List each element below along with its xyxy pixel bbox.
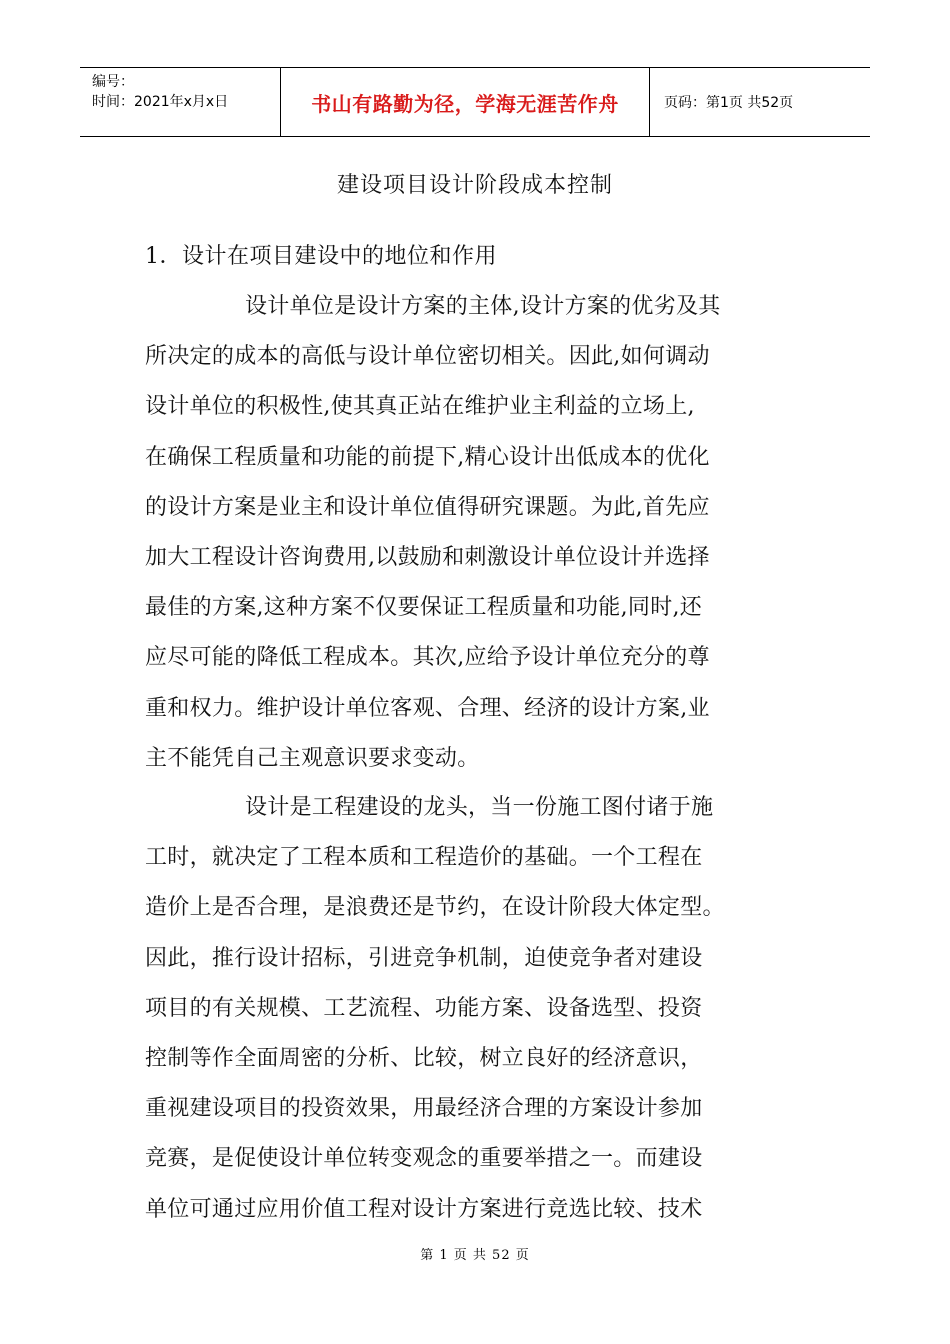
section-heading: 1．设计在项目建设中的地位和作用 [145,244,497,269]
paragraph-1 [145,282,800,784]
paragraph-line: 单位可通过应用价值工程对设计方案进行竞选比较、技术 [145,1196,703,1222]
header-motto: 书山有路勤为径，学海无涯苦作舟 [280,68,650,136]
paragraph-line: 主不能凭自己主观意识要求变动。 [145,745,480,771]
paragraph-line: 因此，推行设计招标，引进竞争机制，迫使竞争者对建设 [145,945,703,971]
paragraph-line: 重视建设项目的投资效果，用最经济合理的方案设计参加 [145,1096,703,1122]
time-label: 时间：2021年x月x日 [92,94,229,110]
paragraph-line: 应尽可能的降低工程成本。其次,应给予设计单位充分的尊 [145,645,710,671]
page-footer: 第 1 页 共 52 页 [420,1248,530,1263]
number-label: 编号： [92,74,134,90]
header-meta [80,68,280,136]
paragraph-line: 设计单位是设计方案的主体,设计方案的优劣及其 [245,294,721,319]
header-page-info: 页码：第1页 共52页 [664,95,794,111]
paragraph-line: 所决定的成本的高低与设计单位密切相关。因此,如何调动 [145,344,710,370]
paragraph-line: 竞赛，是促使设计单位转变观念的重要举措之一。而建设 [145,1146,703,1172]
paragraph-line: 重和权力。维护设计单位客观、合理、经济的设计方案,业 [145,695,710,721]
paragraph-line: 设计是工程建设的龙头，当一份施工图付诸于施 [245,795,714,820]
document-header [80,67,870,137]
paragraph-2 [145,783,800,1235]
paragraph-line: 控制等作全面周密的分析、比较，树立良好的经济意识， [145,1046,703,1072]
document-title: 建设项目设计阶段成本控制 [336,173,613,198]
paragraph-line: 工时，就决定了工程本质和工程造价的基础。一个工程在 [145,845,703,871]
paragraph-line: 的设计方案是业主和设计单位值得研究课题。为此,首先应 [145,494,710,520]
paragraph-line: 设计单位的积极性,使其真正站在维护业主利益的立场上, [145,394,695,420]
paragraph-line: 在确保工程质量和功能的前提下,精心设计出低成本的优化 [145,444,710,470]
paragraph-line: 加大工程设计咨询费用,以鼓励和刺激设计单位设计并选择 [145,545,710,571]
paragraph-line: 最佳的方案,这种方案不仅要保证工程质量和功能,同时,还 [145,595,703,621]
paragraph-line: 造价上是否合理，是浪费还是节约，在设计阶段大体定型。 [145,895,725,921]
paragraph-line: 项目的有关规模、工艺流程、功能方案、设备选型、投资 [145,995,703,1021]
